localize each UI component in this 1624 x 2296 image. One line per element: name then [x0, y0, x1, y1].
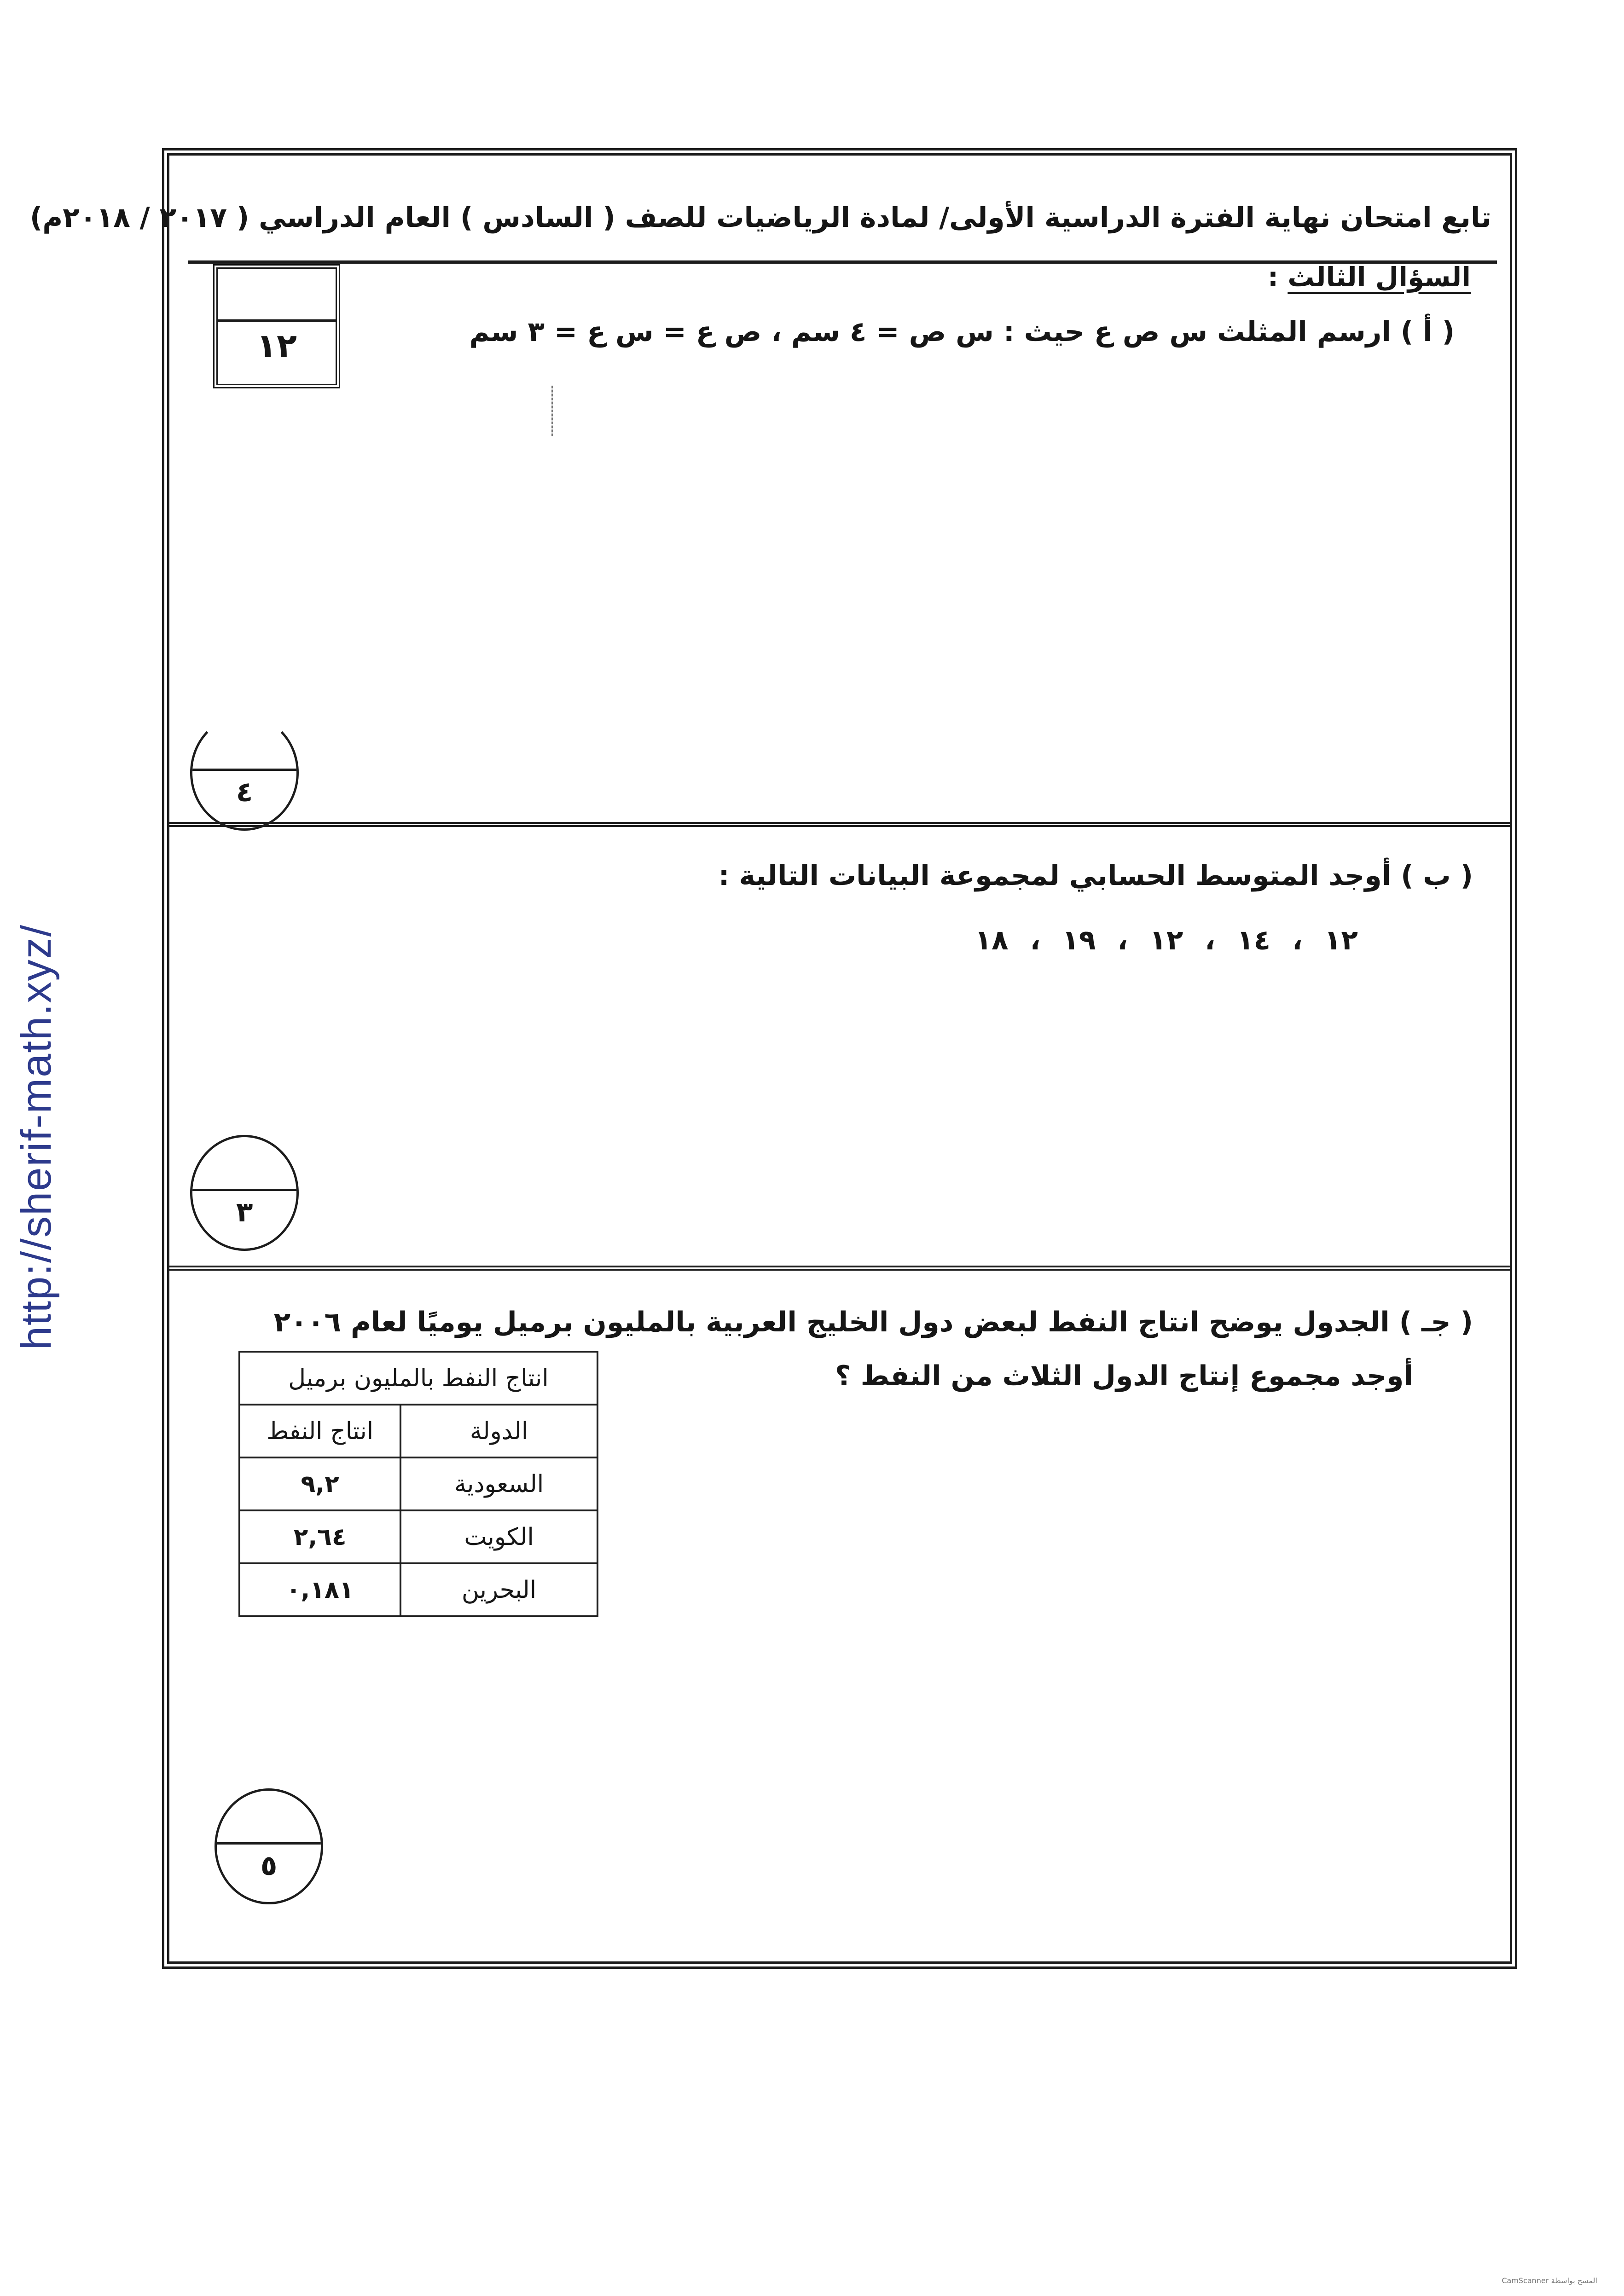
part-c-score-circle	[215, 1788, 323, 1904]
column-header-country: الدولة	[400, 1405, 597, 1457]
country-cell: السعودية	[400, 1457, 597, 1510]
scanner-footer-mark: CamScanner المسح بواسطة	[1502, 2276, 1597, 2285]
part-a-score-value: ٤	[236, 776, 253, 808]
part-a-score-circle	[190, 715, 299, 831]
country-cell: البحرين	[400, 1563, 597, 1616]
table-title-row	[239, 1352, 597, 1405]
part-b-data: ١٢ ، ١٤ ، ١٢ ، ١٩ ، ١٨	[974, 924, 1358, 956]
table-row	[239, 1457, 597, 1510]
part-a-text: ( أ ) ارسم المثلث س ص ع حيث : س ص = ٤ سم ، ص ع = س ع = ٣ سم	[469, 316, 1455, 348]
part-b-score-circle	[190, 1135, 299, 1251]
section-divider-a-b	[169, 822, 1510, 827]
part-a-score-divider	[192, 769, 296, 771]
part-b-score-divider	[192, 1189, 296, 1191]
production-cell: ٠,١٨١	[239, 1563, 400, 1616]
part-c-score-value: ٥	[260, 1850, 278, 1882]
part-c-text: ( جـ ) الجدول يوضح انتاج النفط لبعض دول الخليج العربية بالمليون برميل يوميًا لعام ٢٠٠٦	[273, 1306, 1473, 1338]
production-cell: ٢,٦٤	[239, 1510, 400, 1563]
part-c-subtext: أوجد مجموع إنتاج الدول الثلاث من النفط ؟	[835, 1360, 1413, 1392]
question-heading	[1268, 261, 1471, 293]
table-row	[239, 1563, 597, 1616]
table-row	[239, 1510, 597, 1563]
oil-production-table	[238, 1351, 598, 1617]
watermark-url: http://sherif-math.xyz/	[13, 924, 60, 1350]
part-b-text: ( ب ) أوجد المتوسط الحسابي لمجموعة البيانات التالية :	[718, 860, 1473, 892]
watermark	[2, 902, 71, 1371]
table-title: انتاج النفط بالمليون برميل	[239, 1352, 597, 1405]
question-heading-label: السؤال الثالث	[1288, 261, 1471, 293]
total-mark-value: ١٢	[256, 326, 297, 365]
page-title: تابع امتحان نهاية الفترة الدراسية الأولى/ لمادة الرياضيات للصف ( السادس ) العام الدراسي ( ٢٠١٧ / ٢٠١٨م)	[29, 202, 1491, 234]
column-header-production: انتاج النفط	[239, 1405, 400, 1457]
pencil-tick-mark	[551, 386, 553, 436]
section-divider-b-c	[169, 1266, 1510, 1271]
total-mark-box	[213, 264, 340, 388]
question-heading-colon: :	[1267, 261, 1288, 293]
country-cell: الكويت	[400, 1510, 597, 1563]
part-b-score-value: ٣	[236, 1196, 253, 1228]
total-mark-divider	[218, 319, 336, 322]
production-cell: ٩,٢	[239, 1457, 400, 1510]
part-c-score-divider	[217, 1842, 321, 1845]
table-header-row	[239, 1405, 597, 1457]
